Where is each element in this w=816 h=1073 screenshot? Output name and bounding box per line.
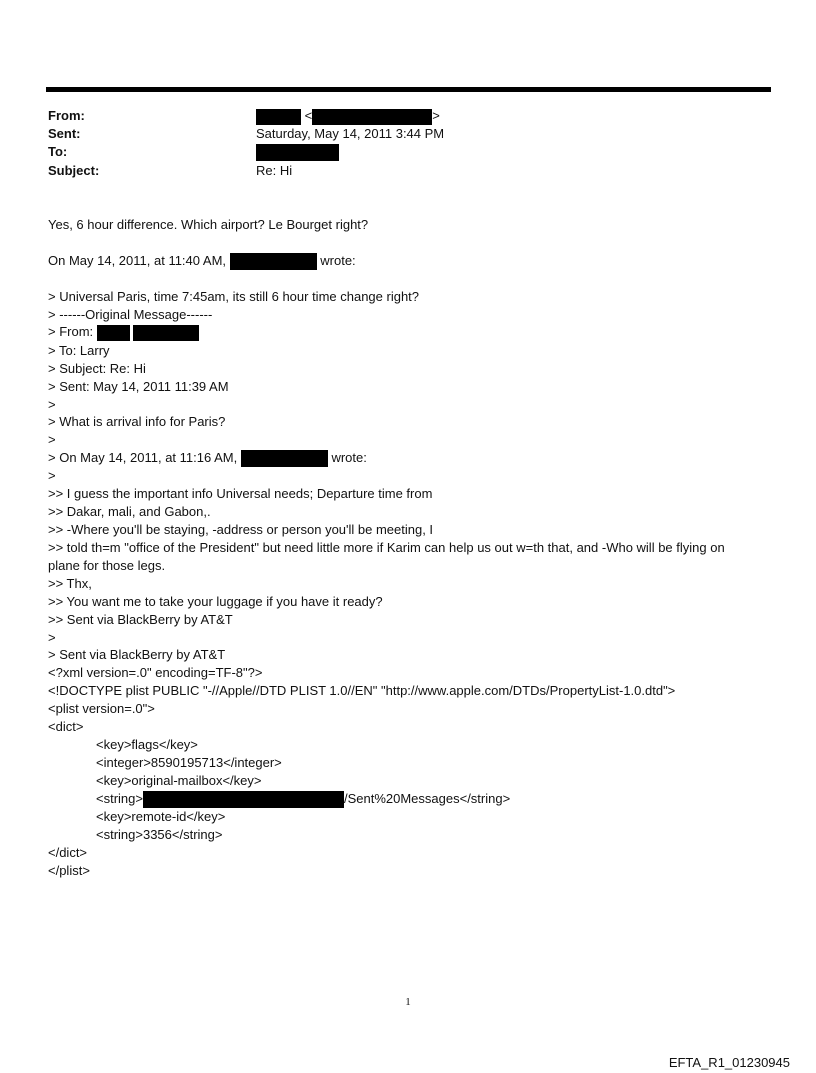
redaction-block xyxy=(312,109,432,125)
quote-line: plane for those legs. xyxy=(48,558,166,573)
xml-line: <dict> xyxy=(48,719,84,734)
quote-line: >> You want me to take your luggage if you have it ready? xyxy=(48,594,383,609)
quote-from-line xyxy=(48,323,199,341)
quote-line: > To: Larry xyxy=(48,343,110,358)
quote-wrote-text: wrote: xyxy=(331,450,367,465)
xml-line: </dict> xyxy=(48,845,88,860)
header-rule xyxy=(46,87,771,92)
quote-line: > xyxy=(48,432,56,447)
quote-line: >> told th=m "office of the President" but need little more if Karim can help us out w=th that, and -Who will be flying on xyxy=(48,540,725,555)
redaction-block xyxy=(143,791,344,808)
quote-from-label: > From: xyxy=(48,324,94,339)
page-number: 1 xyxy=(405,996,411,1008)
quote-on-date-wrote-line xyxy=(48,449,367,467)
to-value xyxy=(256,143,339,161)
xml-string-open: <string> xyxy=(96,791,143,806)
xml-line: <key>flags</key> xyxy=(96,737,198,752)
sent-value: Saturday, May 14, 2011 3:44 PM xyxy=(256,126,445,141)
redaction-block xyxy=(256,109,301,125)
quote-line: > xyxy=(48,630,56,645)
quote-line: > xyxy=(48,468,56,483)
quote-on-date-text: > On May 14, 2011, at 11:16 AM, xyxy=(48,450,238,465)
redaction-block xyxy=(133,325,199,341)
from-value xyxy=(256,107,440,125)
from-gt: > xyxy=(432,108,440,123)
subject-label: Subject: xyxy=(48,163,100,178)
redaction-block xyxy=(241,450,328,467)
bates-number: EFTA_R1_01230945 xyxy=(668,1055,790,1070)
quote-line: > What is arrival info for Paris? xyxy=(48,414,226,429)
to-label: To: xyxy=(48,144,68,159)
xml-string-line xyxy=(96,790,510,808)
reply-line: Yes, 6 hour difference. Which airport? Le Bourget right? xyxy=(48,217,369,232)
redaction-block xyxy=(97,325,130,341)
on-date-text: On May 14, 2011, at 11:40 AM, xyxy=(48,253,227,268)
xml-line: <string>3356</string> xyxy=(96,827,223,842)
quote-line: > xyxy=(48,397,56,412)
xml-line: <plist version=.0"> xyxy=(48,701,155,716)
xml-line: <key>original-mailbox</key> xyxy=(96,773,262,788)
quote-line: >> -Where you'll be staying, -address or person you'll be meeting, I xyxy=(48,522,434,537)
quote-line: >> I guess the important info Universal needs; Departure time from xyxy=(48,486,433,501)
xml-line: <key>remote-id</key> xyxy=(96,809,226,824)
xml-line: <!DOCTYPE plist PUBLIC "-//Apple//DTD PLIST 1.0//EN" "http://www.apple.com/DTDs/PropertyList-1.0.dtd"> xyxy=(48,683,676,698)
subject-value: Re: Hi xyxy=(256,163,293,178)
xml-line: </plist> xyxy=(48,863,90,878)
xml-string-tail: /Sent%20Messages</string> xyxy=(343,791,511,806)
redaction-block xyxy=(256,144,339,161)
sent-label: Sent: xyxy=(48,126,81,141)
quote-line: > ------Original Message------ xyxy=(48,307,213,322)
from-label: From: xyxy=(48,108,85,123)
quote-line: >> Thx, xyxy=(48,576,92,591)
xml-line: <?xml version=.0" encoding=TF-8"?> xyxy=(48,665,263,680)
quote-line: > Universal Paris, time 7:45am, its still 6 hour time change right? xyxy=(48,289,420,304)
from-lt: < xyxy=(304,108,313,123)
quote-line: > Sent: May 14, 2011 11:39 AM xyxy=(48,379,229,394)
quote-line: > Sent via BlackBerry by AT&T xyxy=(48,647,226,662)
xml-line: <integer>8590195713</integer> xyxy=(96,755,282,770)
redaction-block xyxy=(230,253,317,270)
quote-line: >> Dakar, mali, and Gabon,. xyxy=(48,504,211,519)
on-date-wrote-line xyxy=(48,252,356,270)
quote-line: > Subject: Re: Hi xyxy=(48,361,146,376)
wrote-text: wrote: xyxy=(320,253,356,268)
quote-line: >> Sent via BlackBerry by AT&T xyxy=(48,612,233,627)
